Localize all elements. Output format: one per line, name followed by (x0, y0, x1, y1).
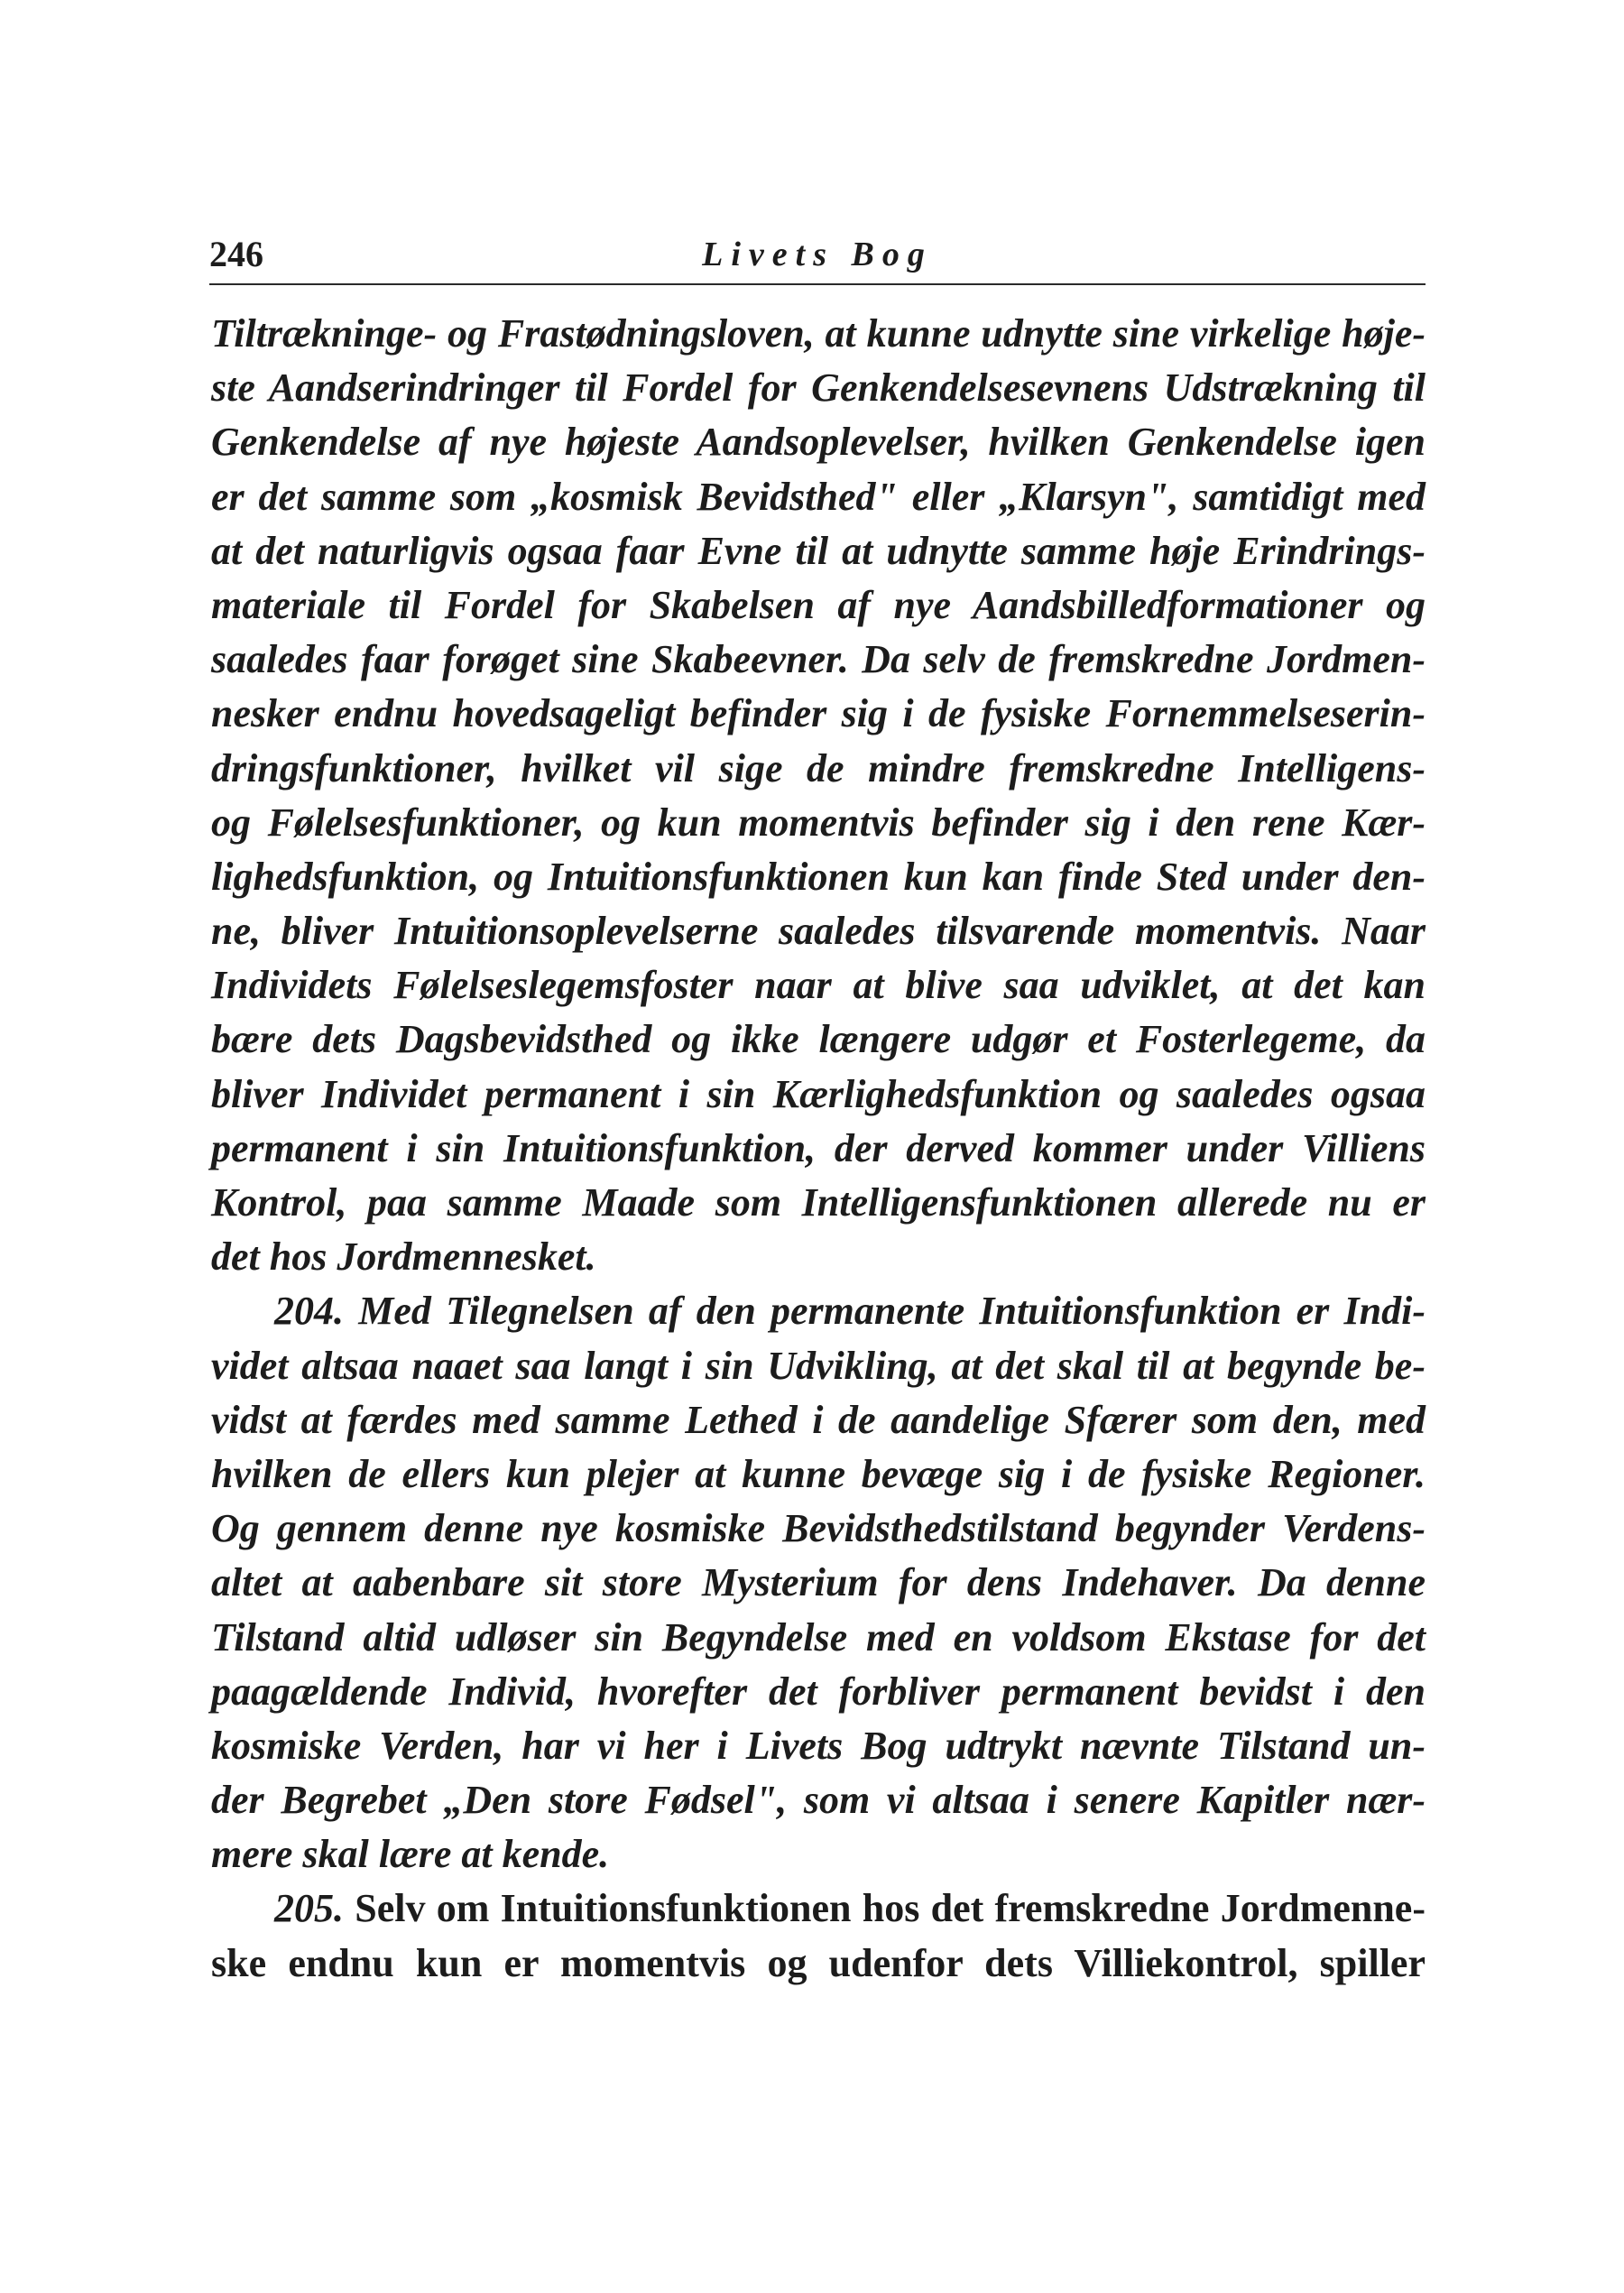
page-header (209, 226, 1426, 283)
text-line: nesker endnu hovedsageligt befinder sig i de fysiske Fornemmelseserin- (211, 691, 1426, 736)
text-line: Genkendelse af nye højeste Aandsoplevelser, hvilken Genkendelse igen (211, 420, 1426, 465)
text-line: Individets Følelseslegemsfoster naar at blive saa udviklet, at det kan (211, 963, 1426, 1008)
text-line: ne, bliver Intuitionsoplevelserne saaledes tilsvarende momentvis. Naar (211, 909, 1426, 954)
text-line: paagældende Individ, hvorefter det forbliver permanent bevidst i den (211, 1669, 1426, 1714)
text-fragment: Selv om Intuitionsfunktionen hos det fremskredne Jordmenne- (344, 1886, 1426, 1931)
text-line: at det naturligvis ogsaa faar Evne til at udnytte samme høje Erindrings- (211, 528, 1426, 573)
paragraph-continuation (211, 307, 1426, 1284)
text-line: kosmiske Verden, har vi her i Livets Bog udtrykt nævnte Tilstand un- (211, 1723, 1426, 1768)
text-line: dringsfunktioner, hvilket vil sige de mindre fremskredne Intelligens- (211, 745, 1426, 791)
paragraph-204 (211, 1284, 1426, 1882)
text-line: bære dets Dagsbevidsthed og ikke længere udgør et Fosterlegeme, da (211, 1017, 1426, 1062)
text-line: vidst at færdes med samme Lethed i de aandelige Sfærer som den, med (211, 1397, 1426, 1442)
section-number: 205. (274, 1886, 344, 1931)
header-rule (209, 283, 1426, 285)
text-line: bliver Individet permanent i sin Kærlighedsfunktion og saaledes ogsaa (211, 1071, 1426, 1116)
text-line: ste Aandserindringer til Fordel for Genkendelsesevnens Udstrækning til (211, 365, 1426, 411)
text-line: er det samme som „kosmisk Bevidsthed" eller „Klarsyn", samtidigt med (211, 474, 1426, 519)
text-line (211, 1882, 1426, 1936)
text-line: ske endnu kun er momentvis og udenfor dets Villiekontrol, spiller (211, 1940, 1426, 1985)
body-text (211, 307, 1426, 1991)
page-number: 246 (209, 234, 263, 274)
text-line: og Følelsesfunktioner, og kun momentvis befinder sig i den rene Kær- (211, 800, 1426, 845)
text-line: mere skal lære at kende. (211, 1832, 610, 1877)
text-line: videt altsaa naaet saa langt i sin Udvikling, at det skal til at begynde be- (211, 1343, 1426, 1388)
running-title: Livets Bog (702, 236, 933, 273)
text-line: permanent i sin Intuitionsfunktion, der derved kommer under Villiens (211, 1125, 1426, 1170)
text-line: lighedsfunktion, og Intuitionsfunktionen kun kan finde Sted under den- (211, 854, 1426, 899)
text-line: Kontrol, paa samme Maade som Intelligensfunktionen allerede nu er (211, 1180, 1426, 1225)
paragraph-205 (211, 1882, 1426, 1990)
text-line: Og gennem denne nye kosmiske Bevidsthedstilstand begynder Verdens- (211, 1506, 1426, 1551)
text-line: det hos Jordmennesket. (211, 1234, 596, 1280)
text-line: saaledes faar forøget sine Skabeevner. Da selv de fremskredne Jordmen- (211, 637, 1426, 682)
text-line: materiale til Fordel for Skabelsen af nye Aandsbilledformationer og (211, 582, 1426, 627)
text-line: der Begrebet „Den store Fødsel", som vi altsaa i senere Kapitler nær- (211, 1778, 1426, 1823)
text-line: Tiltrækninge- og Frastødningsloven, at kunne udnytte sine virkelige høje- (211, 311, 1426, 356)
text-line: altet at aabenbare sit store Mysterium for dens Indehaver. Da denne (211, 1560, 1426, 1605)
text-line: 204. Med Tilegnelsen af den permanente Intuitionsfunktion er Indi- (274, 1289, 1426, 1334)
text-line: Tilstand altid udløser sin Begyndelse med en voldsom Ekstase for det (211, 1614, 1426, 1660)
text-line: hvilken de ellers kun plejer at kunne bevæge sig i de fysiske Regioner. (211, 1451, 1426, 1496)
